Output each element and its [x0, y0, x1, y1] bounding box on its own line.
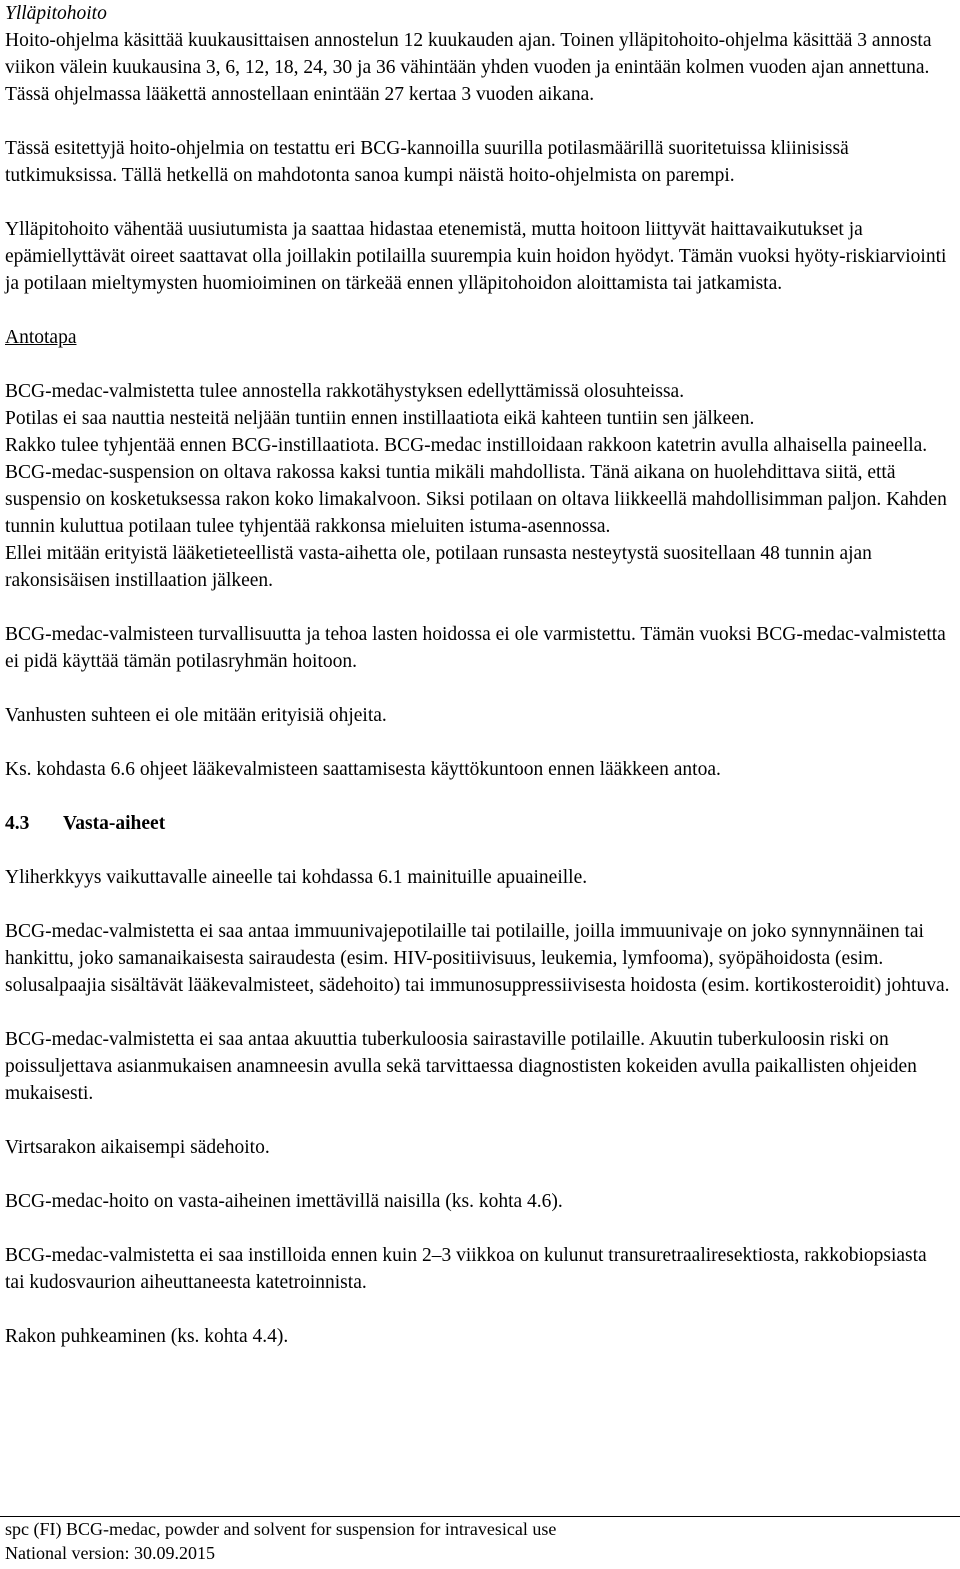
- contraindication-item: BCG-medac-valmistetta ei saa antaa immuunivajepotilaille tai potilaille, joilla immuunivaje on joko synnynnäinen tai hankittu, joko samanaikaisesta sairaudesta (esim. HIV-positiivisuus, leukemia, lymfooma), syöpähoidosta (esim. solusalpaajia sisältävät lääkevalmisteet, sädehoito) tai immunosuppressiivisesta hoidosta (esim. kortikosteroidit) johtuva.: [5, 921, 950, 996]
- footer-product-line: spc (FI) BCG-medac, powder and solvent for suspension for intravesical use: [5, 1519, 557, 1539]
- maintenance-paragraph-2: Tässä esitettyjä hoito-ohjelmia on testattu eri BCG-kannoilla suurilla potilasmäärillä suoritetuissa kliinisissä tutkimuksissa. Tällä hetkellä on mahdotonta sanoa kumpi näistä hoito-ohjelmista on parempi.: [5, 138, 849, 186]
- contraindication-item: Yliherkkyys vaikuttavalle aineelle tai kohdassa 6.1 mainituille apuaineille.: [5, 867, 588, 888]
- administration-line-4: Ellei mitään erityistä lääketieteellistä vasta-aihetta ole, potilaan runsasta nesteytystä suositellaan 48 tunnin ajan rakonsisäisen instillaation jälkeen.: [5, 543, 872, 591]
- section-number: 4.3: [5, 813, 30, 834]
- footer-version-line: National version: 30.09.2015: [5, 1543, 215, 1563]
- administration-elderly-paragraph: Vanhusten suhteen ei ole mitään erityisiä ohjeita.: [5, 705, 387, 726]
- contraindication-item: BCG-medac-valmistetta ei saa antaa akuuttia tuberkuloosia sairastaville potilaille. Akuutin tuberkuloosin riski on poissuljettava asianmukaisen anamneesin avulla sekä tarvittaessa diagnostisten kokeiden avulla paikallisten ohjeiden mukaisesti.: [5, 1029, 917, 1104]
- section-heading-text: Vasta-aiheet: [63, 813, 166, 834]
- administration-line-2: Potilas ei saa nauttia nesteitä neljään tuntiin ennen instillaatiota eikä kahteen tuntiin sen jälkeen.: [5, 408, 755, 429]
- maintenance-paragraph-1: Hoito-ohjelma käsittää kuukausittaisen annostelun 12 kuukauden ajan. Toinen ylläpitohoito-ohjelma käsittää 3 annosta viikon välein kuukausina 3, 6, 12, 18, 24, 30 ja 36 vähintään yhden vuoden ja enintään kolmen vuoden ajan annettuna. Tässä ohjelmassa lääkettä annostellaan enintään 27 kertaa 3 vuoden aikana.: [5, 30, 932, 105]
- maintenance-paragraph-3: Ylläpitohoito vähentää uusiutumista ja saattaa hidastaa etenemistä, mutta hoitoon liittyvät haittavaikutukset ja epämiellyttävät oireet saattavat olla joillakin potilailla suurempia kuin hoidon hyödyt. Tämän vuoksi hyöty-riskiarviointi ja potilaan mieltymysten huomioiminen on tärkeää ennen ylläpitohoidon aloittamista tai jatkamista.: [5, 219, 947, 294]
- section-title-administration: Antotapa: [5, 327, 77, 348]
- section-title-maintenance: Ylläpitohoito: [5, 3, 107, 24]
- document-page: [5, 0, 950, 1350]
- administration-line-1: BCG-medac-valmistetta tulee annostella rakkotähystyksen edellyttämissä olosuhteissa.: [5, 381, 685, 402]
- contraindication-item: BCG-medac-valmistetta ei saa instilloida ennen kuin 2–3 viikkoa on kulunut transuretraaliresektiosta, rakkobiopsiasta tai kudosvaurion aiheuttaneesta katetroinnista.: [5, 1245, 927, 1293]
- contraindication-item: Virtsarakon aikaisempi sädehoito.: [5, 1137, 270, 1158]
- section-heading-contraindications: [5, 810, 950, 837]
- contraindication-item: BCG-medac-hoito on vasta-aiheinen imettävillä naisilla (ks. kohta 4.6).: [5, 1191, 563, 1212]
- page-footer: [0, 1516, 960, 1565]
- administration-line-3: Rakko tulee tyhjentää ennen BCG-instillaatiota. BCG-medac instilloidaan rakkoon katetrin avulla alhaisella paineella. BCG-medac-suspension on oltava rakossa kaksi tuntia mikäli mahdollista. Tänä aikana on huolehdittava siitä, että suspensio on kosketuksessa rakon koko limakalvoon. Siksi potilaan on oltava liikkeellä mahdollisimman paljon. Kahden tunnin kuluttua potilaan tulee tyhjentää rakkonsa mieluiten istuma-asennossa.: [5, 435, 947, 537]
- administration-reference-paragraph: Ks. kohdasta 6.6 ohjeet lääkevalmisteen saattamisesta käyttökuntoon ennen lääkkeen antoa.: [5, 759, 721, 780]
- administration-children-paragraph: BCG-medac-valmisteen turvallisuutta ja tehoa lasten hoidossa ei ole varmistettu. Tämän vuoksi BCG-medac-valmistetta ei pidä käyttää tämän potilasryhmän hoitoon.: [5, 624, 946, 672]
- contraindication-item: Rakon puhkeaminen (ks. kohta 4.4).: [5, 1326, 289, 1347]
